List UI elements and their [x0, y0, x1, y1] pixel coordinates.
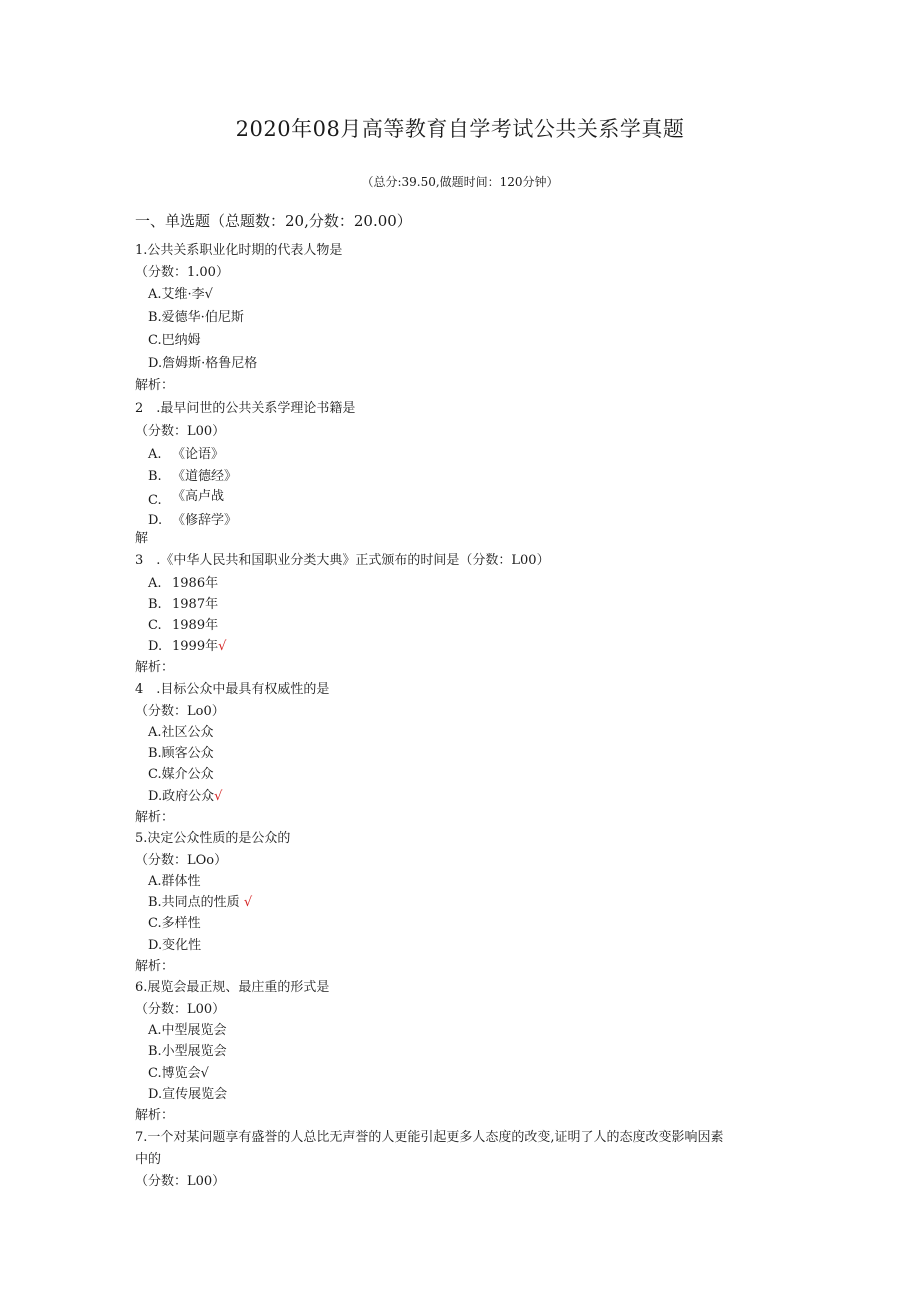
question-3-option-b	[148, 597, 218, 613]
question-1-option-b: B.爱德华·伯尼斯	[148, 310, 244, 325]
option-text: 1987年	[172, 597, 219, 612]
question-3-analysis: 解析：	[135, 660, 175, 675]
question-6-option-c	[148, 1066, 209, 1082]
question-1-option-c: C.巴纳姆	[148, 333, 201, 348]
section-heading: 一、单选题（总题数：20,分数：20.00）	[135, 212, 412, 230]
check-mark-icon: √	[204, 287, 213, 302]
question-3-option-d	[148, 639, 226, 655]
question-6-option-a: A.中型展览会	[148, 1023, 227, 1038]
question-5-score: （分数：LOo）	[135, 853, 228, 868]
check-mark-icon: √	[200, 1066, 209, 1081]
question-4-option-a: A.社区公众	[148, 725, 214, 740]
option-text: 1999年	[172, 639, 219, 654]
question-1-option-a	[148, 287, 213, 303]
option-text: C.博览会	[148, 1066, 201, 1081]
question-2-option-c	[148, 489, 225, 508]
option-letter: B.	[148, 597, 162, 612]
option-letter: B.	[148, 469, 162, 484]
option-text: 1989年	[172, 618, 219, 633]
question-5-option-d: D.变化性	[148, 938, 202, 953]
question-4-option-b: B.顾客公众	[148, 746, 214, 761]
question-4-option-d	[148, 789, 222, 805]
question-1-stem: 1.公共关系职业化时期的代表人物是	[135, 243, 343, 258]
question-7-stem-continued: 中的	[135, 1152, 162, 1167]
question-5-stem: 5.决定公众性质的是公众的	[135, 831, 291, 846]
question-2-option-b	[148, 469, 237, 485]
option-letter: A.	[148, 447, 162, 462]
option-text: B.共同点的性质	[148, 895, 240, 910]
question-3-stem: 3 .《中华人民共和国职业分类大典》正式颁布的时间是（分数：L00）	[135, 553, 550, 568]
question-7-stem: 7.一个对某问题享有盛誉的人总比无声誉的人更能引起更多人态度的改变,证明了人的态度改变影响因素	[135, 1130, 724, 1145]
question-2-option-a	[148, 447, 224, 463]
question-2-option-d	[148, 513, 237, 529]
question-1-score: （分数：1.00）	[135, 265, 229, 280]
option-letter: D.	[148, 513, 163, 528]
option-text: 《修辞学》	[172, 513, 238, 528]
page-title: 2020年08月高等教育自学考试公共关系学真题	[235, 117, 685, 141]
question-1-analysis: 解析：	[135, 378, 175, 393]
question-2-stem: 2 .最早问世的公共关系学理论书籍是	[135, 401, 356, 416]
check-mark-icon: √	[218, 639, 227, 654]
question-4-analysis: 解析：	[135, 810, 175, 825]
option-text: 《论语》	[172, 447, 225, 462]
option-letter: C.	[148, 493, 162, 508]
option-text: 《道德经》	[172, 469, 238, 484]
question-6-option-b: B.小型展览会	[148, 1044, 227, 1059]
question-4-score: （分数：Lo0）	[135, 704, 225, 719]
check-mark-icon: √	[214, 789, 223, 804]
exam-meta: （总分:39.50,做题时间：120分钟）	[361, 175, 559, 189]
question-2-analysis: 解	[135, 531, 149, 546]
question-5-option-b	[148, 895, 252, 911]
question-5-option-a: A.群体性	[148, 874, 201, 889]
question-6-option-d: D.宣传展览会	[148, 1087, 228, 1102]
question-4-stem: 4 .目标公众中最具有权威性的是	[135, 682, 330, 697]
option-letter: D.	[148, 639, 163, 654]
question-6-stem: 6.展览会最正规、最庄重的形式是	[135, 980, 330, 995]
question-3-option-c	[148, 618, 218, 634]
option-letter: A.	[148, 576, 162, 591]
question-7-score: （分数：L00）	[135, 1174, 226, 1189]
question-6-score: （分数：L00）	[135, 1002, 226, 1017]
question-2-score: （分数：L00）	[135, 424, 226, 439]
question-4-option-c: C.媒介公众	[148, 767, 214, 782]
option-text: D.政府公众	[148, 789, 215, 804]
question-5-option-c: C.多样性	[148, 916, 201, 931]
check-mark-icon: √	[243, 895, 253, 910]
option-text: 1986年	[172, 576, 219, 591]
question-6-analysis: 解析：	[135, 1108, 175, 1123]
option-letter: C.	[148, 618, 162, 633]
option-text: A.艾维·李	[148, 287, 205, 302]
question-3-option-a	[148, 576, 218, 592]
option-text: 《高卢战	[172, 489, 225, 504]
question-5-analysis: 解析：	[135, 959, 175, 974]
question-1-option-d: D.詹姆斯·格鲁尼格	[148, 356, 258, 371]
